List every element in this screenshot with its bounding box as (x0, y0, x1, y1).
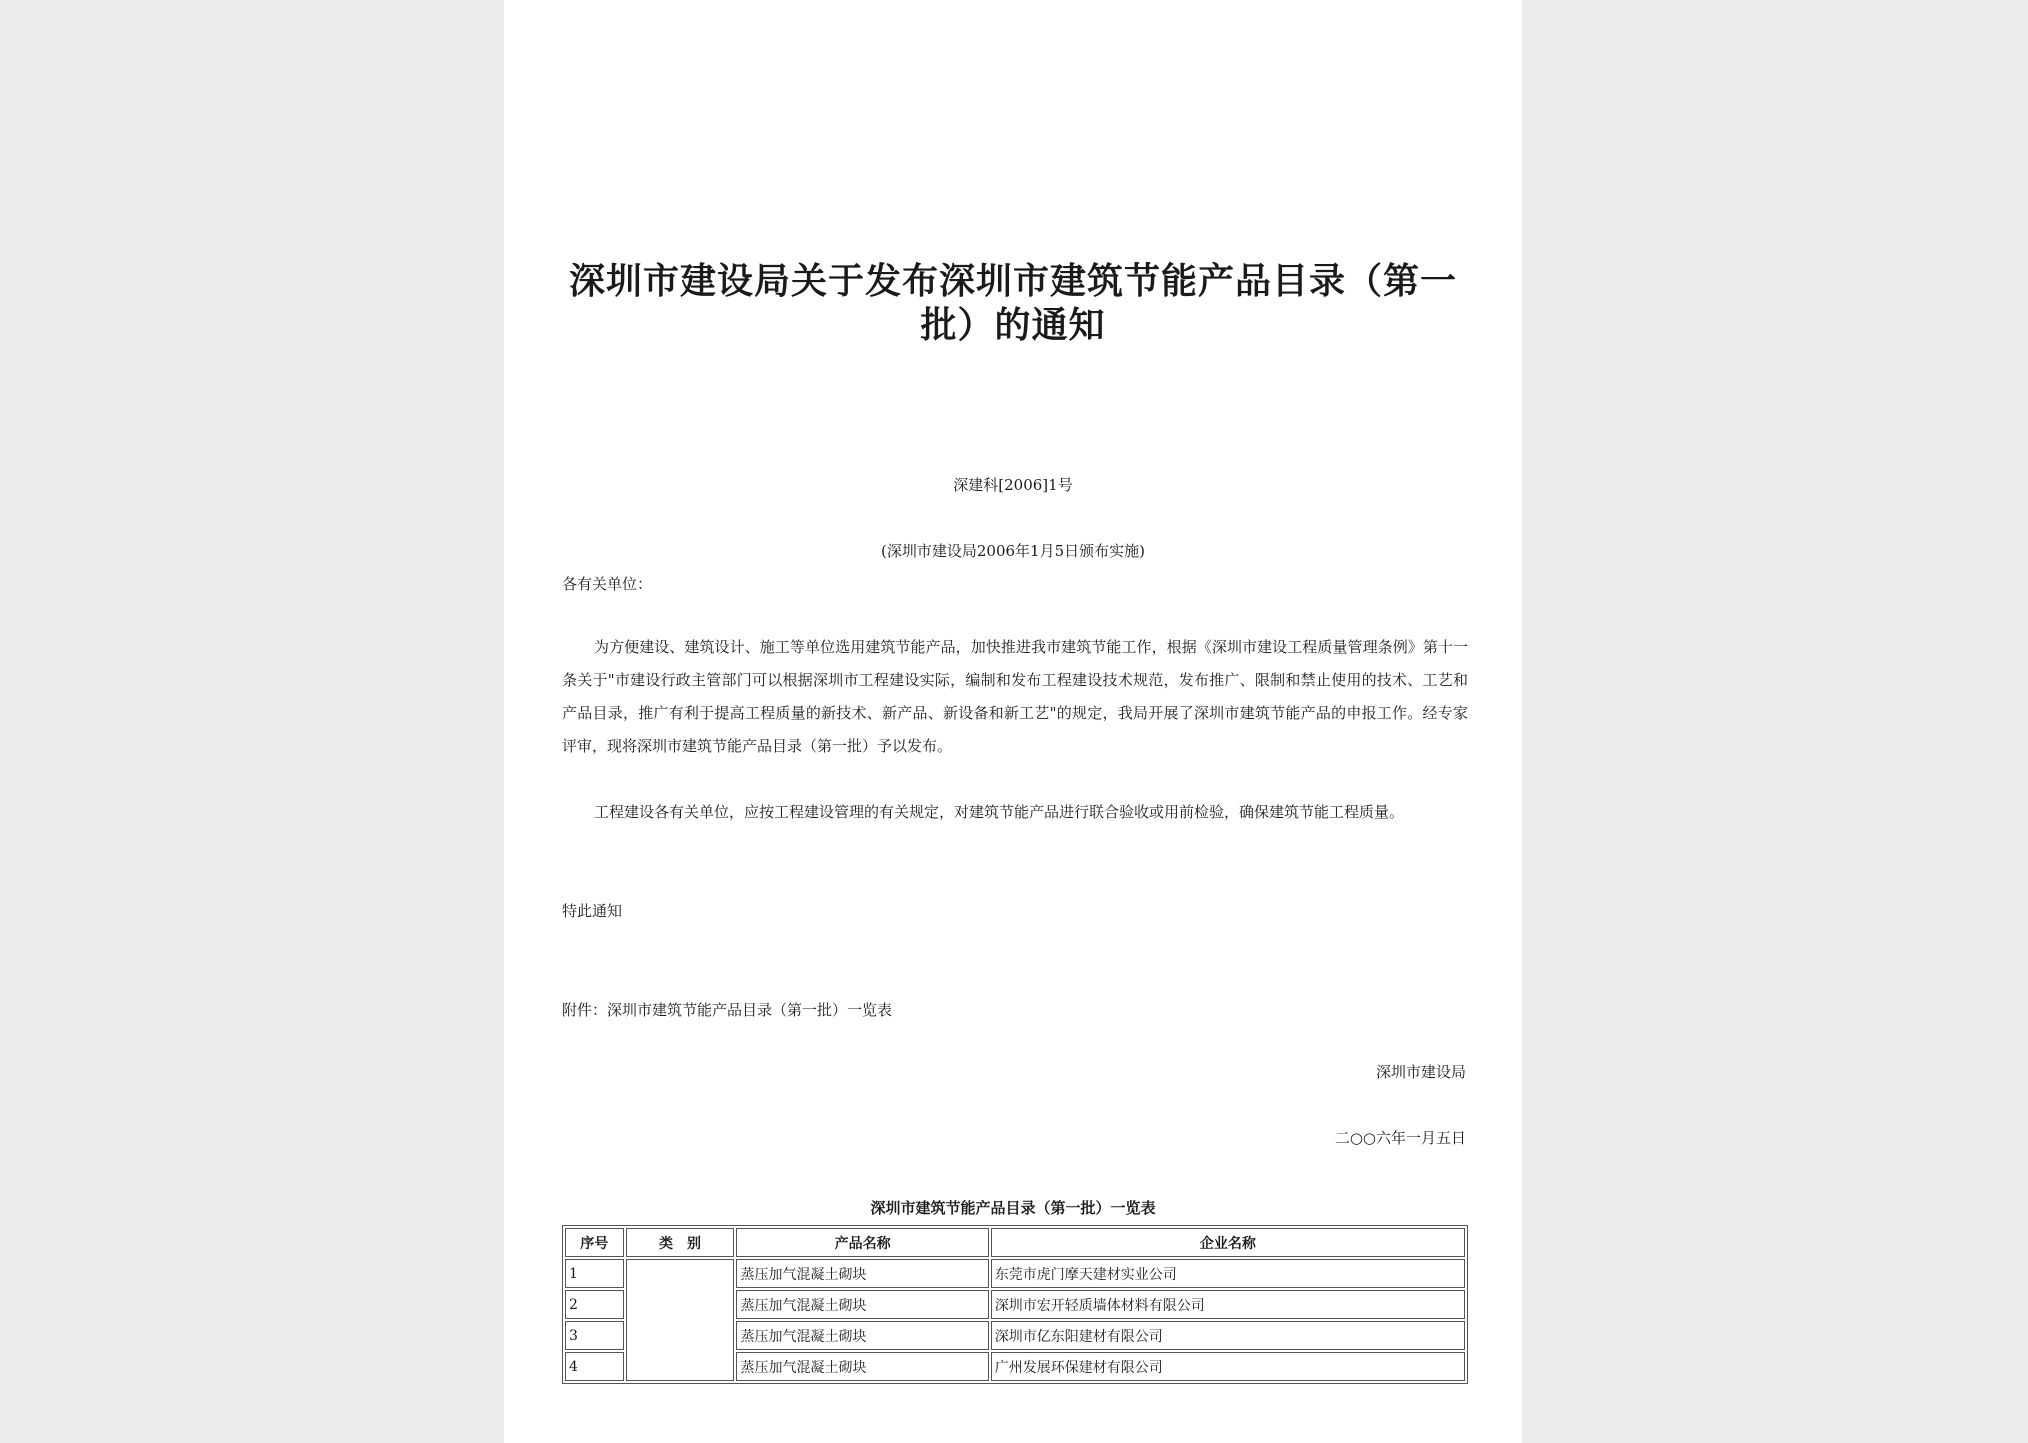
cell-no: 3 (565, 1321, 624, 1350)
document-page (504, 0, 1522, 1443)
cell-no: 1 (565, 1259, 624, 1288)
header-product: 产品名称 (736, 1228, 988, 1257)
table-title: 深圳市建筑节能产品目录（第一批）一览表 (870, 1199, 1156, 1217)
cell-product: 蒸压加气混凝土砌块 (736, 1290, 988, 1319)
table-header-row (565, 1228, 1465, 1257)
attachment-line: 附件：深圳市建筑节能产品目录（第一批）一览表 (562, 1001, 893, 1019)
signature-organization: 深圳市建设局 (1375, 1063, 1466, 1081)
cell-category (626, 1259, 735, 1381)
salutation: 各有关单位： (562, 575, 653, 593)
signature-date: 二○○六年一月五日 (1334, 1129, 1466, 1147)
cell-company: 深圳市宏开轻质墙体材料有限公司 (991, 1290, 1465, 1319)
cell-product: 蒸压加气混凝土砌块 (736, 1321, 988, 1350)
document-title: 深圳市建设局关于发布深圳市建筑节能产品目录（第一批）的通知 (568, 261, 1457, 346)
header-category: 类 别 (626, 1228, 735, 1257)
body-paragraph-1: 为方便建设、建筑设计、施工等单位选用建筑节能产品，加快推进我市建筑节能工作，根据《深圳市建设工程质量管理条例》第十一条关于"市建设行政主管部门可以根据深圳市工程建设实际，编制和发布工程建设技术规范，发布推广、限制和禁止使用的技术、工艺和产品目录，推广有利于提高工程质量的新技术、新产品、新设备和新工艺"的规定，我局开展了深圳市建筑节能产品的申报工作。经专家评审，现将深圳市建筑节能产品目录（第一批）予以发布。 (562, 638, 1468, 755)
cell-no: 2 (565, 1290, 624, 1319)
cell-no: 4 (565, 1352, 624, 1381)
cell-company: 深圳市亿东阳建材有限公司 (991, 1321, 1465, 1350)
cell-company: 东莞市虎门摩天建材实业公司 (991, 1259, 1465, 1288)
product-table (562, 1225, 1468, 1384)
header-no: 序号 (565, 1228, 624, 1257)
issued-note: (深圳市建设局2006年1月5日颁布实施) (881, 542, 1145, 560)
header-company: 企业名称 (991, 1228, 1465, 1257)
closing-line: 特此通知 (562, 902, 623, 920)
table-row (565, 1259, 1465, 1288)
document-number: 深建科[2006]1号 (953, 476, 1073, 494)
cell-company: 广州发展环保建材有限公司 (991, 1352, 1465, 1381)
cell-product: 蒸压加气混凝土砌块 (736, 1259, 988, 1288)
body-paragraph-2: 工程建设各有关单位，应按工程建设管理的有关规定，对建筑节能产品进行联合验收或用前检验，确保建筑节能工程质量。 (594, 803, 1405, 821)
cell-product: 蒸压加气混凝土砌块 (736, 1352, 988, 1381)
